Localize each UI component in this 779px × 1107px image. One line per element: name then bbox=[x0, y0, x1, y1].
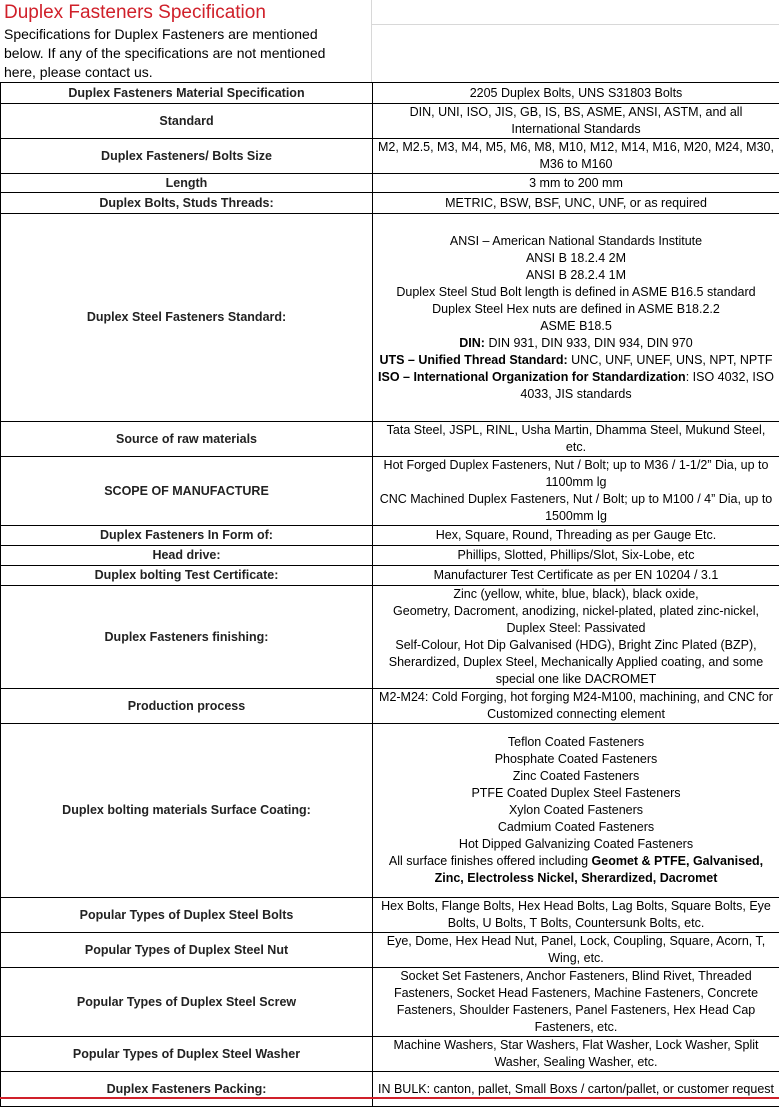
value-line: ANSI – American National Standards Institute bbox=[375, 233, 777, 250]
value-line: Xylon Coated Fasteners bbox=[375, 802, 777, 819]
row-label: Duplex Fasteners In Form of: bbox=[1, 526, 373, 546]
value-line: PTFE Coated Duplex Steel Fasteners bbox=[375, 785, 777, 802]
row-label: Popular Types of Duplex Steel Nut bbox=[1, 933, 373, 968]
intro-text: Specifications for Duplex Fasteners are mentioned below. If any of the specifications are not mentioned here, please contact us. bbox=[4, 25, 354, 82]
header-divider bbox=[371, 0, 372, 82]
page-title: Duplex Fasteners Specification bbox=[4, 2, 266, 24]
row-value bbox=[373, 933, 779, 968]
table-row bbox=[1, 139, 779, 174]
table-row bbox=[1, 104, 779, 139]
row-label: Duplex Fasteners Material Specification bbox=[1, 83, 373, 104]
value-line: Machine Washers, Star Washers, Flat Washer, Lock Washer, Split Washer, Sealing Washer, etc. bbox=[375, 1037, 777, 1071]
row-value bbox=[373, 1072, 779, 1107]
row-label: Duplex Fasteners Packing: bbox=[1, 1072, 373, 1107]
table-row bbox=[1, 586, 779, 689]
value-line: Phosphate Coated Fasteners bbox=[375, 751, 777, 768]
row-label: Standard bbox=[1, 104, 373, 139]
value-line: ANSI B 18.2.4 2M bbox=[375, 250, 777, 267]
value-line: Hex Bolts, Flange Bolts, Hex Head Bolts, Lag Bolts, Square Bolts, Eye Bolts, U Bolts, T Bolts, Countersunk Bolts, etc. bbox=[375, 898, 777, 932]
specification-table bbox=[0, 82, 779, 1107]
value-line: ISO – International Organization for Standardization: ISO 4032, ISO 4033, JIS standards bbox=[375, 369, 777, 403]
value-line: Manufacturer Test Certificate as per EN 10204 / 3.1 bbox=[375, 567, 777, 584]
row-value bbox=[373, 214, 779, 422]
row-label: Production process bbox=[1, 689, 373, 724]
value-line: Phillips, Slotted, Phillips/Slot, Six-Lobe, etc bbox=[375, 547, 777, 564]
table-row bbox=[1, 174, 779, 193]
row-label: Duplex bolting materials Surface Coating: bbox=[1, 724, 373, 898]
value-line: UTS – Unified Thread Standard: UNC, UNF, UNEF, UNS, NPT, NPTF bbox=[375, 352, 777, 369]
value-line: DIN, UNI, ISO, JIS, GB, IS, BS, ASME, ANSI, ASTM, and all International Standards bbox=[375, 104, 777, 138]
value-line: Hot Dipped Galvanizing Coated Fasteners bbox=[375, 836, 777, 853]
value-line: Self-Colour, Hot Dip Galvanised (HDG), Bright Zinc Plated (BZP), Sherardized, Duplex Steel, Mechanically Applied coating, and some special one like DACROMET bbox=[375, 637, 777, 688]
table-row bbox=[1, 1037, 779, 1072]
table-row bbox=[1, 214, 779, 422]
value-line: DIN: DIN 931, DIN 933, DIN 934, DIN 970 bbox=[375, 335, 777, 352]
table-row bbox=[1, 83, 779, 104]
value-line: Geometry, Dacroment, anodizing, nickel-plated, plated zinc-nickel, bbox=[375, 603, 777, 620]
table-row bbox=[1, 457, 779, 526]
value-line: M2-M24: Cold Forging, hot forging M24-M100, machining, and CNC for Customized connecting element bbox=[375, 689, 777, 723]
value-line: Eye, Dome, Hex Head Nut, Panel, Lock, Coupling, Square, Acorn, T, Wing, etc. bbox=[375, 933, 777, 967]
row-label: Duplex Fasteners/ Bolts Size bbox=[1, 139, 373, 174]
row-value bbox=[373, 174, 779, 193]
value-line: 3 mm to 200 mm bbox=[375, 175, 777, 192]
table-row bbox=[1, 526, 779, 546]
row-value bbox=[373, 139, 779, 174]
row-value bbox=[373, 526, 779, 546]
value-line: Socket Set Fasteners, Anchor Fasteners, Blind Rivet, Threaded Fasteners, Socket Head Fasteners, Machine Fasteners, Concrete Fasteners, Shoulder Fasteners, Panel Fasteners, Hex Head Cap Fasteners, etc. bbox=[375, 968, 777, 1036]
row-label: Popular Types of Duplex Steel Washer bbox=[1, 1037, 373, 1072]
row-label: Length bbox=[1, 174, 373, 193]
row-value bbox=[373, 457, 779, 526]
value-line: Cadmium Coated Fasteners bbox=[375, 819, 777, 836]
value-line: Duplex Steel Hex nuts are defined in ASME B18.2.2 bbox=[375, 301, 777, 318]
row-value bbox=[373, 1037, 779, 1072]
row-label: Popular Types of Duplex Steel Screw bbox=[1, 968, 373, 1037]
value-line: Hot Forged Duplex Fasteners, Nut / Bolt; up to M36 / 1-1/2” Dia, up to 1100mm lg bbox=[375, 457, 777, 491]
value-line: Zinc (yellow, white, blue, black), black oxide, bbox=[375, 586, 777, 603]
row-value bbox=[373, 422, 779, 457]
value-line: Hex, Square, Round, Threading as per Gauge Etc. bbox=[375, 527, 777, 544]
value-line: Zinc Coated Fasteners bbox=[375, 768, 777, 785]
row-label: Head drive: bbox=[1, 546, 373, 566]
value-line: Teflon Coated Fasteners bbox=[375, 734, 777, 751]
table-row bbox=[1, 933, 779, 968]
specification-table-body bbox=[1, 83, 779, 1107]
table-row bbox=[1, 422, 779, 457]
value-line: ASME B18.5 bbox=[375, 318, 777, 335]
row-value bbox=[373, 104, 779, 139]
row-label: Duplex Bolts, Studs Threads: bbox=[1, 193, 373, 214]
value-line: All surface finishes offered including Geomet & PTFE, Galvanised, Zinc, Electroless Nickel, Sherardized, Dacromet bbox=[375, 853, 777, 887]
row-value bbox=[373, 689, 779, 724]
table-row bbox=[1, 968, 779, 1037]
value-line: 2205 Duplex Bolts, UNS S31803 Bolts bbox=[375, 85, 777, 102]
value-line: ANSI B 28.2.4 1M bbox=[375, 267, 777, 284]
table-row bbox=[1, 898, 779, 933]
table-row bbox=[1, 689, 779, 724]
table-row bbox=[1, 546, 779, 566]
table-row bbox=[1, 193, 779, 214]
table-row bbox=[1, 1072, 779, 1107]
value-line: Duplex Steel Stud Bolt length is defined in ASME B16.5 standard bbox=[375, 284, 777, 301]
value-line: Tata Steel, JSPL, RINL, Usha Martin, Dhamma Steel, Mukund Steel, etc. bbox=[375, 422, 777, 456]
table-row bbox=[1, 566, 779, 586]
row-label: Source of raw materials bbox=[1, 422, 373, 457]
table-row bbox=[1, 724, 779, 898]
row-value bbox=[373, 898, 779, 933]
row-label: SCOPE OF MANUFACTURE bbox=[1, 457, 373, 526]
row-value bbox=[373, 83, 779, 104]
row-label: Duplex Fasteners finishing: bbox=[1, 586, 373, 689]
row-label: Duplex Steel Fasteners Standard: bbox=[1, 214, 373, 422]
row-value bbox=[373, 566, 779, 586]
row-value bbox=[373, 724, 779, 898]
value-line: M2, M2.5, M3, M4, M5, M6, M8, M10, M12, M14, M16, M20, M24, M30, M36 to M160 bbox=[375, 139, 777, 173]
row-label: Popular Types of Duplex Steel Bolts bbox=[1, 898, 373, 933]
value-line: IN BULK: canton, pallet, Small Boxs / carton/pallet, or customer request bbox=[375, 1081, 777, 1098]
value-line: Duplex Steel: Passivated bbox=[375, 620, 777, 637]
row-value bbox=[373, 193, 779, 214]
row-value bbox=[373, 546, 779, 566]
row-value bbox=[373, 968, 779, 1037]
row-label: Duplex bolting Test Certificate: bbox=[1, 566, 373, 586]
header-rule bbox=[372, 24, 779, 25]
value-line: METRIC, BSW, BSF, UNC, UNF, or as required bbox=[375, 195, 777, 212]
row-value bbox=[373, 586, 779, 689]
value-line: CNC Machined Duplex Fasteners, Nut / Bolt; up to M100 / 4” Dia, up to 1500mm lg bbox=[375, 491, 777, 525]
